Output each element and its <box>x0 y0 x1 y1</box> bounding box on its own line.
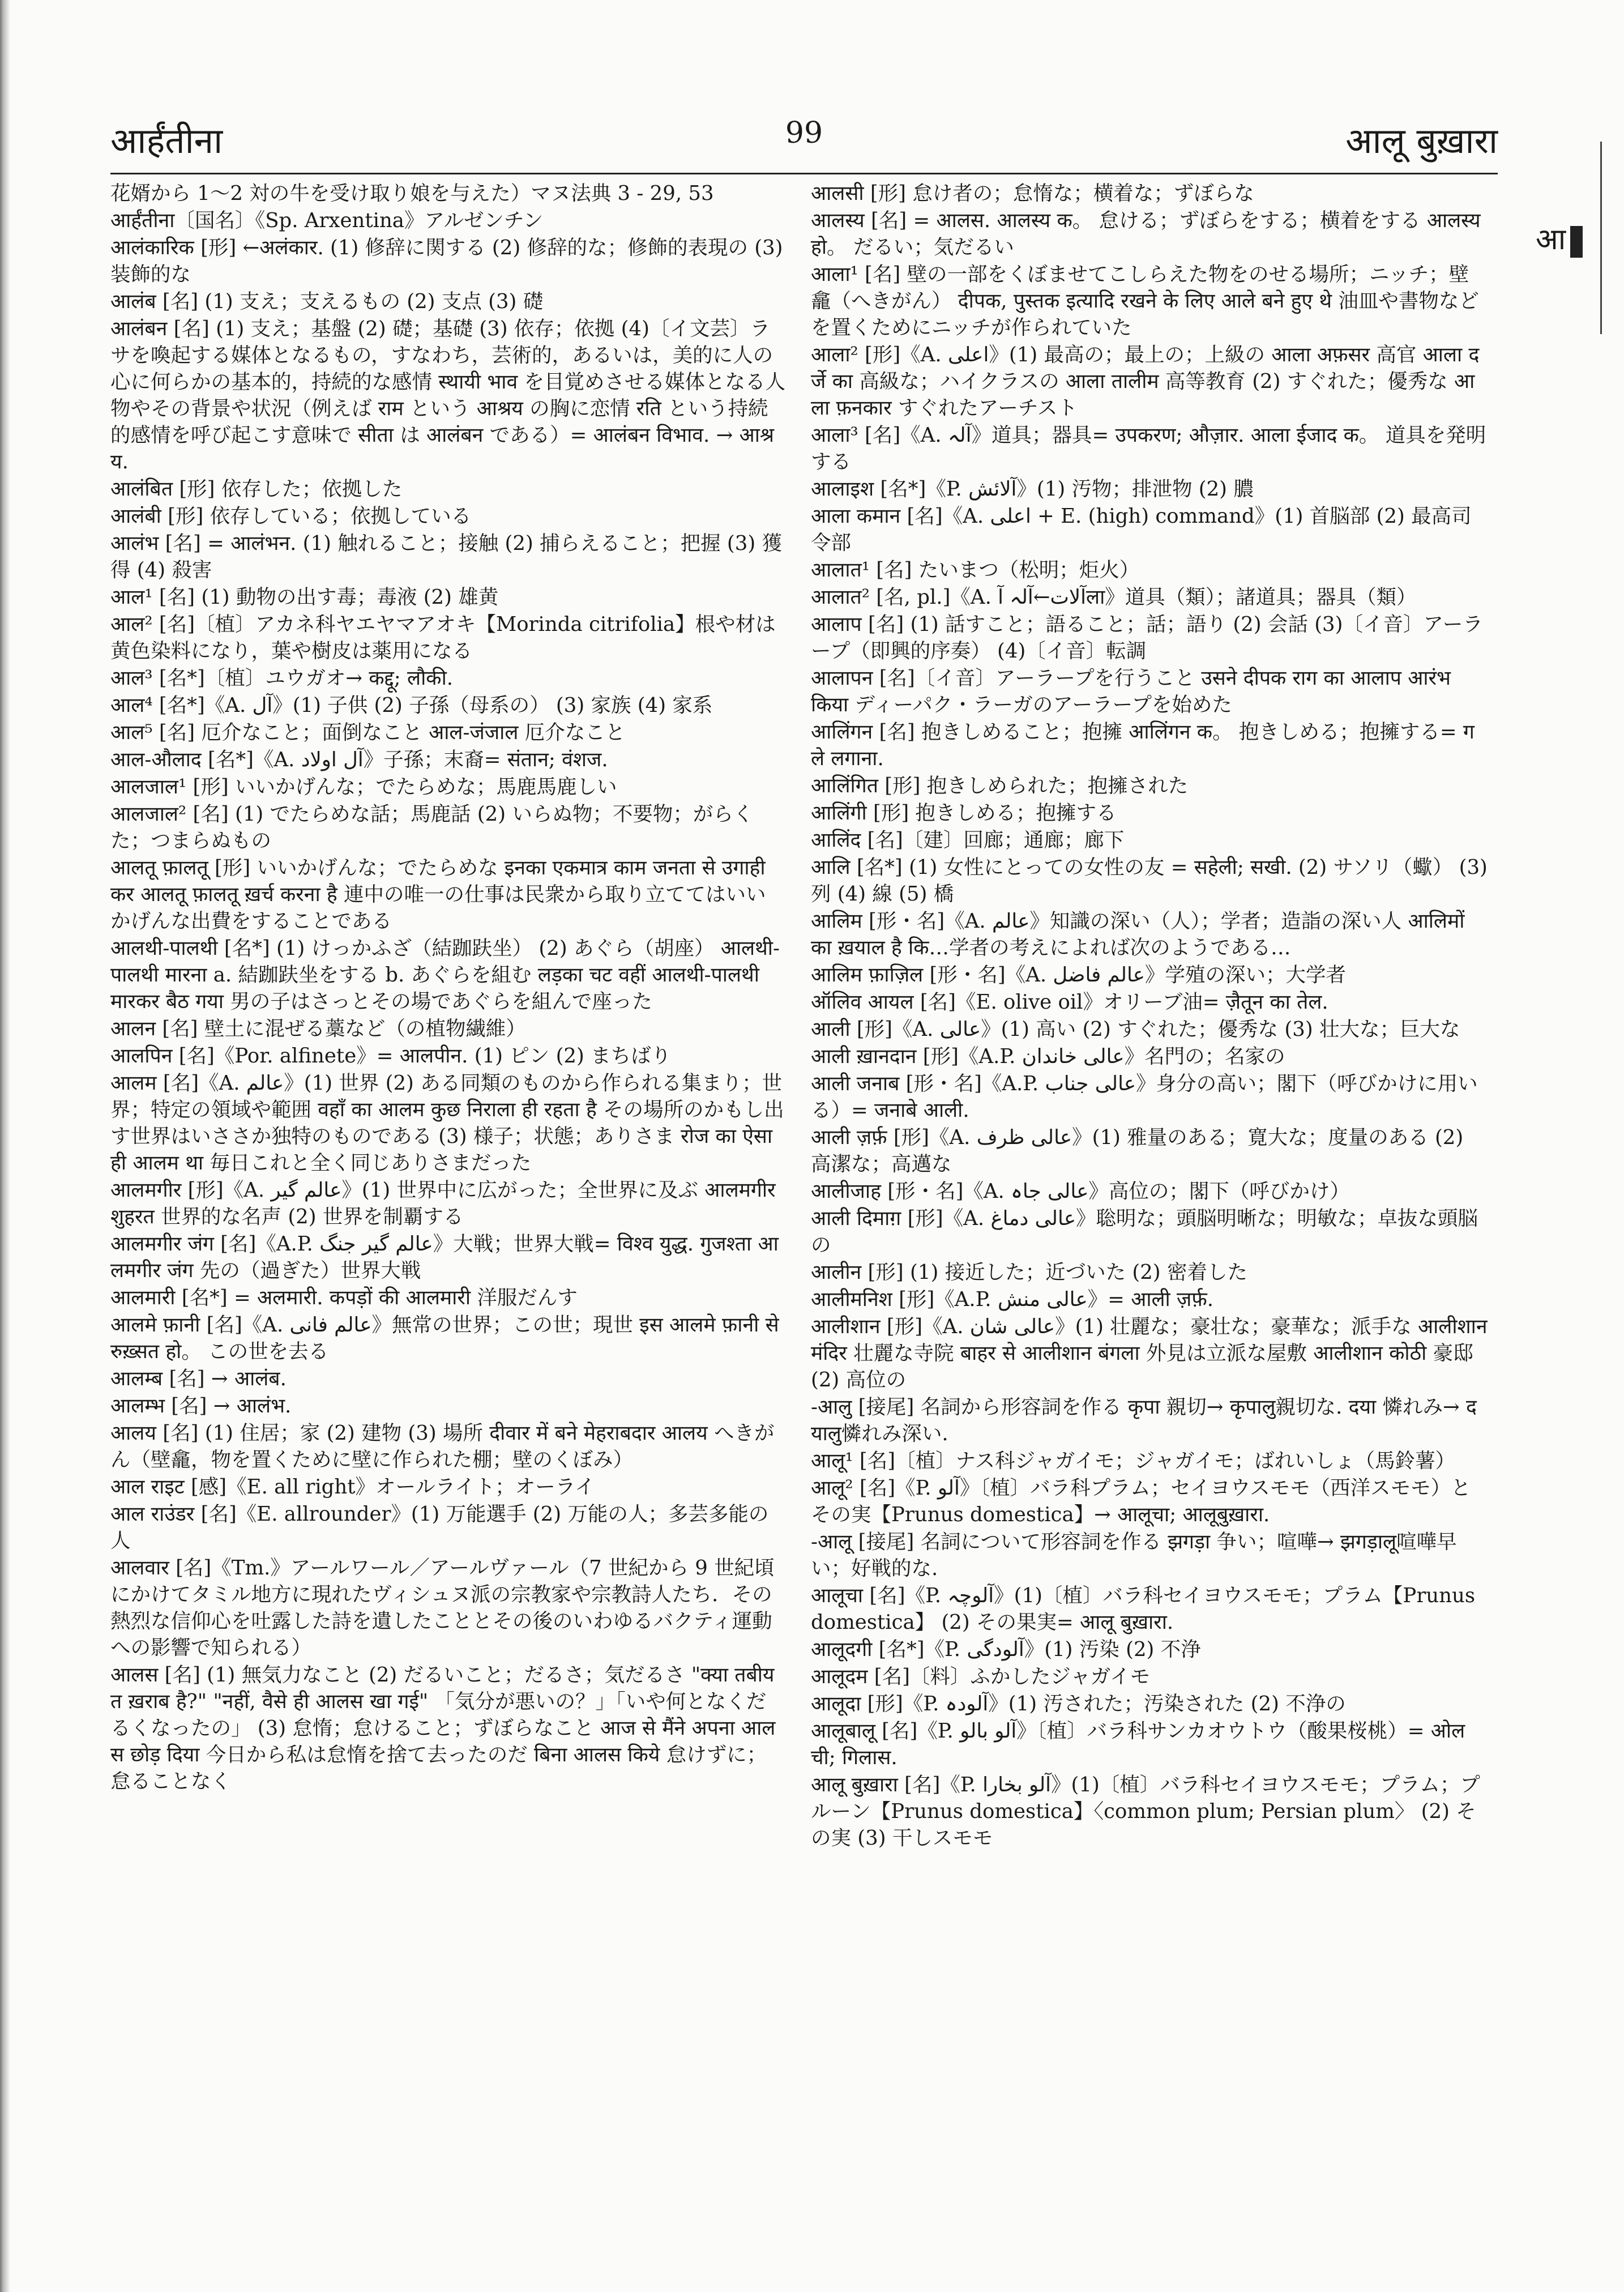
entry-olive-oil: ऑलिव आयल [名]《E. olive oil》オリーブ油= ज़ैतून का तेल. <box>811 991 1328 1014</box>
thumb-index-letter: आ <box>1536 223 1566 257</box>
thumb-index-rule <box>1600 142 1602 289</box>
entry-aloo-bukhara: आलू बुख़ारा [名]《P. آلو بخارا》(1)〔植〕バラ科セイヨウスモモ；プラム；プルーン【Prunus domestica】〈common plum; Persian plum〉 (2) その実 (3) 干しスモモ <box>811 1773 1480 1850</box>
left-column <box>110 180 785 1795</box>
entry-alingi: आलिंगी [形] 抱きしめる；抱擁する <box>811 801 1117 825</box>
entry-alamgir: आलमगीर [形]《A. عالم گیر》(1) 世界中に広がった；全世界に及ぶ आलमगीर शुहरत 世界的な名声 (2) 世界を制覇する <box>110 1179 776 1228</box>
header-right-guideword: आलू बुख़ारा <box>1345 120 1498 161</box>
header-rule <box>110 173 1498 174</box>
entry-all-rounder: आल राउंडर [名]《E. allrounder》(1) 万能選手 (2) 万能の人；多芸多能の人 <box>110 1503 769 1552</box>
entry-ala-1: आला¹ [名] 壁の一部をくぼませてこしらえた物をのせる場所；ニッチ；壁龕（へきがん） दीपक, पुस्तक इत्यादि रखने के लिए आले बने हुए थे 油皿や書物などを置くためにニッチが作られていた <box>811 263 1479 339</box>
entry-arhantina: आर्हंतीना〔国名〕《Sp. Arxentina》アルゼンチン <box>110 209 544 232</box>
page-number: 99 <box>785 116 823 150</box>
entry-aljal-1: आलजाल¹ [形] いいかげんな；でたらめな；馬鹿馬鹿しい <box>110 775 617 799</box>
thumb-index-marker <box>1570 226 1583 258</box>
entry-aal-3: आल³ [名*]〔植〕ユウガオ→ कद्दू; लौकी. <box>110 667 454 690</box>
entry-aloobaloo: आलूबालू [名]《P. آلو بالو》〔植〕バラ科サンカオウトウ（酸果桜桃）= ओलची; गिलास. <box>811 1719 1465 1769</box>
entry-alambit: आलंबित [形] 依存した；依拠した <box>110 477 403 501</box>
entry-alamban: आलंबन [名] (1) 支え；基盤 (2) 礎；基礎 (3) 依存；依拠 (4)〔イ文芸〕ラサを喚起する媒体となるもの，すなわち，芸術的，あるいは，美的に人の心に何らかの基本的，持続的な感情 स्थायी भाव を目覚めさせる媒体となる人物やその背景や状況（例えば राम という आश्रय の胸に恋情 रति という持続的感情を呼び起こす意味で सीता は आलंबन である）= आलंबन विभाव. → आश्रय. <box>110 317 786 473</box>
entry-aal-1: आल¹ [名] (1) 動物の出す毒；毒液 (2) 雄黄 <box>110 586 499 609</box>
entry-alat-2: आलात² [名, pl.]《A. آلات←آلہ آला》道具（類）；諸道具；器具（類） <box>811 586 1417 609</box>
entry-alim-fazil: आलिम फ़ाज़िल [形・名]《A. عالم فاضل》学殖の深い；大学者 <box>811 963 1346 987</box>
entry-alambh-ref: आलम्भ [名] → आलंभ. <box>110 1394 292 1418</box>
entry-aal-4: आल⁴ [名*]《A. آل》(1) 子供 (2) 子孫（母系の） (3) 家族 (4) 家系 <box>110 694 713 717</box>
entry-suffix-aloo: -आलू [接尾] 名詞について形容詞を作る झगड़ा 争い；喧嘩→ झगड़ालू喧嘩早い；好戦的な. <box>811 1530 1457 1580</box>
entry-aloo-1: आलू¹ [名]〔植〕ナス科ジャガイモ；ジャガイモ；ばれいしょ（馬鈴薯） <box>811 1449 1456 1472</box>
entry-suffix-alu: -आलु [接尾] 名詞から形容詞を作る कृपा 親切→ कृपालु親切な. दया 憐れみ→ दयालु憐れみ深い. <box>811 1395 1477 1445</box>
entry-alind: आलिंद [名]〔建〕回廊；通廊；廊下 <box>811 829 1125 852</box>
entry-alambh: आलंभ [名] = आलंभन. (1) 触れること；接触 (2) 捕らえること；把握 (3) 獲得 (4) 殺害 <box>110 532 782 582</box>
page-header <box>110 116 1498 178</box>
entry-almari: आलमारी [名*] = अलमारी. कपड़ों की आलमारी 洋服だんす <box>110 1286 578 1309</box>
entry-alamb: आलंब [名] (1) 支え；支えるもの (2) 支点 (3) 礎 <box>110 290 544 313</box>
entry-ala-3: आला³ [名]《A. آلہ》道具；器具= उपकरण; औज़ार. आला ईजाद क。 道具を発明する <box>811 424 1486 473</box>
entry-altu-faltu: आलतू फ़ालतू [形] いいかげんな；でたらめな इनका एकमात्र काम जनता से उगाही कर आलतू फ़ालतू ख़र्च करना है 連中の唯一の仕事は民衆から取り立ててはいいかげんな出費をすることである <box>110 856 766 933</box>
entry-aloocha: आलूचा [名]《P. آلوچہ》(1)〔植〕バラ科セイヨウスモモ；プラム【Prunus domestica】 (2) その果実= आलू बुख़ारा. <box>811 1584 1476 1634</box>
entry-alingit: आलिंगित [形] 抱きしめられた；抱擁された <box>811 774 1189 797</box>
entry-alasya: आलस्य [名] = आलस. आलस्य क。 怠ける；ずぼらをする；横着をする आलस्य हो。 だるい；気だるい <box>811 209 1481 259</box>
entry-alaish: आलाइश [名*]《P. آلائش》(1) 汚物；排泄物 (2) 膿 <box>811 477 1254 501</box>
entry-alamb-ref: आलम्ब [名] → आलंब. <box>110 1367 287 1390</box>
entry-aloodagi: आलूदगी [名*]《P. آلودگی》(1) 汚染 (2) 不浄 <box>811 1638 1201 1661</box>
entry-aal-aulad: आल-औलाद [名*]《A. آل اولاد》子孫；末裔= संतान; वंशज. <box>110 748 608 771</box>
entry-alam: आलम [名]《A. عالم》(1) 世界 (2) ある同類のものから作られる集まり；世界；特定の領域や範囲 वहाँ का आलम कुछ निराला ही रहता है その場所のかもし出す世界はいささか独特のものである (3) 様子；状態；ありさま रोज का ऐसा ही आलम था 毎日これと全く同じありさまだった <box>110 1072 784 1175</box>
entry-alooda: आलूदा [形]《P. آلودہ》(1) 汚された；汚染された (2) 不浄の <box>811 1692 1346 1715</box>
entry-ala-2: आला² [形]《A. اعلی》(1) 最高の；最上の；上級の आला अफ़सर 高官 आला दर्जे का 高級な；ハイクラスの आला तालीम 高等教育 (2) すぐれた；優秀な आला फ़नकार すぐれたアーチスト <box>811 343 1480 420</box>
entry-aali-khandan: आली ख़ानदान [形]《A.P. عالی خاندان》名門の；名家の <box>811 1045 1285 1068</box>
entry-alas: आलस [名] (1) 無気力なこと (2) だるいこと；だるさ；気だるさ "क्या तबीयत ख़राब है?" "नहीं, वैसे ही आलस खा गई" 「気分が悪いの？」「いや何となくだるくなったの」 (3) 怠惰；怠けること；ずぼらなこと आज से मैंने अपना आलस छोड़ दिया 今日から私は怠惰を捨て去ったのだ बिना आलस किये 怠けずに；怠ることなく <box>110 1663 776 1793</box>
entry-alishan: आलीशान [形]《A. عالی شان》(1) 壮麗な；豪壮な；豪華な；派手な आलीशान मंदिर 壮麗な寺院 बाहर से आलीशान बंगला 外見は立派な屋敷 आलीशान कोठी 豪邸 (2) 高位の <box>811 1315 1488 1392</box>
entry-aloodam: आलूदम [名]〔料〕ふかしたジャガイモ <box>811 1665 1151 1688</box>
entry-aljal-2: आलजाल² [名] (1) でたらめな話；馬鹿話 (2) いらぬ物；不要物；がらくた；つまらぬもの <box>110 803 754 852</box>
entry-ala-kaman: आला कमान [名]《A. اعلی + E. (high) command》(1) 首脳部 (2) 最高司令部 <box>811 505 1472 554</box>
header-left-guideword: आर्हंतीना <box>110 120 223 161</box>
entry-continuation: 花婿から 1〜2 対の牛を受け取り娘を与えた）マヌ法典 3 - 29, 53 <box>110 182 714 205</box>
entry-alimanish: आलीमनिश [形]《A.P. عالی منش》= आली ज़र्फ़. <box>811 1288 1214 1311</box>
page-spine-shadow <box>0 0 10 2292</box>
entry-alvar: आलवार [名]《Tm.》アールワール／アールヴァール（7 世紀から 9 世紀頃にかけてタミル地方に現れたヴィシュヌ派の宗教家や宗教詩人たち．その熱烈な信仰心を吐露した詩を遺したこととその後のいわゆるバクティ運動への影響で知られる） <box>110 1556 775 1659</box>
entry-aali: आली [形]《A. عالی》(1) 高い (2) すぐれた；優秀な (3) 壮大な；巨大な <box>811 1018 1460 1041</box>
entry-aal-2: आल² [名]〔植〕アカネ科ヤエヤマアオキ【Morinda citrifolia】根や材は黄色染料になり，葉や樹皮は薬用になる <box>110 613 776 663</box>
entry-alsi: आलसी [形] 怠け者の；怠惰な；横着な；ずぼらな <box>811 182 1254 205</box>
entry-alat-1: आलात¹ [名] たいまつ（松明；炬火） <box>811 558 1140 582</box>
right-column <box>811 180 1488 1852</box>
entry-ali-f: आलि [名*] (1) 女性にとっての女性の友 = सहेली; सखी. (2) サソリ（蠍） (3) 列 (4) 線 (5) 橋 <box>811 856 1488 906</box>
entry-alankarik: आलंकारिक [形] ←अलंकार. (1) 修辞に関する (2) 修辞的な；修飾的表現の (3) 装飾的な <box>110 236 783 286</box>
entry-althi-palthi: आलथी-पालथी [名*] (1) けっかふざ（結跏趺坐） (2) あぐら（胡座） आलथी-पालथी मारना a. 結跏趺坐をする b. あぐらを組む लड़का चट वहीं आलथी-पालथी मारकर बैठ गया 男の子はさっとその場であぐらを組んで座った <box>110 937 780 1013</box>
entry-alambi: आलंबी [形] 依存している；依拠している <box>110 505 472 528</box>
entry-alpin: आलपिन [名]《Por. alfinete》= आलपीन. (1) ピン (2) まちばり <box>110 1044 672 1068</box>
thumb-index-rule-lower <box>1600 283 1602 334</box>
entry-aloo-2: आलू² [名]《P. آلو》〔植〕バラ科プラム；セイヨウスモモ（西洋スモモ）とその実【Prunus domestica】→ आलूचा; आलूबुख़ारा. <box>811 1476 1471 1526</box>
entry-alap: आलाप [名] (1) 話すこと；語ること；話；語り (2) 会話 (3)〔イ音〕アーラープ（即興的序奏） (4)〔イ音〕転調 <box>811 613 1483 663</box>
entry-aalijah: आलीजाह [形・名]《A. عالی جاہ》高位の；閣下（呼びかけ） <box>811 1180 1350 1203</box>
entry-alingan: आलिंगन [名] 抱きしめること；抱擁 आलिंगन क。 抱きしめる；抱擁する= गले लगाना. <box>811 720 1475 770</box>
entry-alapan: आलापन [名]〔イ音〕アーラープを行うこと उसने दीपक राग का आलाप आरंभ किया ディーパク・ラーガのアーラープを始めた <box>811 667 1451 716</box>
entry-alamgir-jang: आलमगीर जंग [名]《A.P. عالم گیر جنگ》大戦；世界大戦= विश्व युद्ध. गुजश्ता आलमगीर जंग 先の（過ぎた）世界大戦 <box>110 1232 779 1282</box>
entry-aali-dimag: आली दिमाग़ [形]《A. عالی دماغ》聡明な；頭脳明晰な；明敏な；卓抜な頭脳の <box>811 1207 1478 1257</box>
entry-aal-5: आल⁵ [名] 厄介なこと；面倒なこと आल-जंजाल 厄介なこと <box>110 721 626 744</box>
entry-alame-fani: आलमे फ़ानी [名]《A. عالم فانی》無常の世界；この世；現世 इस आलमे फ़ानी से रुख़्सत हो。 この世を去る <box>110 1313 779 1363</box>
entry-all-right: आल राइट [感]《E. all right》オールライト；オーライ <box>110 1475 595 1499</box>
thumb-index <box>1536 218 1583 258</box>
entry-aali-zarf: आली ज़र्फ़ [形]《A. عالی ظرف》(1) 雅量のある；寛大な；度量のある (2) 高潔な；高邁な <box>811 1126 1464 1176</box>
entry-alay: आलय [名] (1) 住居；家 (2) 建物 (3) 場所 दीवार में बने मेहराबदार आलय へきがん（壁龕，物を置くために壁に作られた棚；壁のくぼみ） <box>110 1422 775 1471</box>
entry-alim: आलिम [形・名]《A. عالم》知識の深い（人）；学者；造詣の深い人 आलिमों का ख़याल है कि…学者の考えによれば次のようである… <box>811 910 1465 959</box>
entry-alan: आलन [名] 壁土に混ぜる藁など（の植物繊維） <box>110 1017 526 1040</box>
entry-alin: आलीन [形] (1) 接近した；近づいた (2) 密着した <box>811 1261 1247 1284</box>
entry-aali-janab: आली जनाब [形・名]《A.P. عالی جناب》身分の高い；閣下（呼びかけに用いる）= जनाबे आली. <box>811 1072 1478 1122</box>
